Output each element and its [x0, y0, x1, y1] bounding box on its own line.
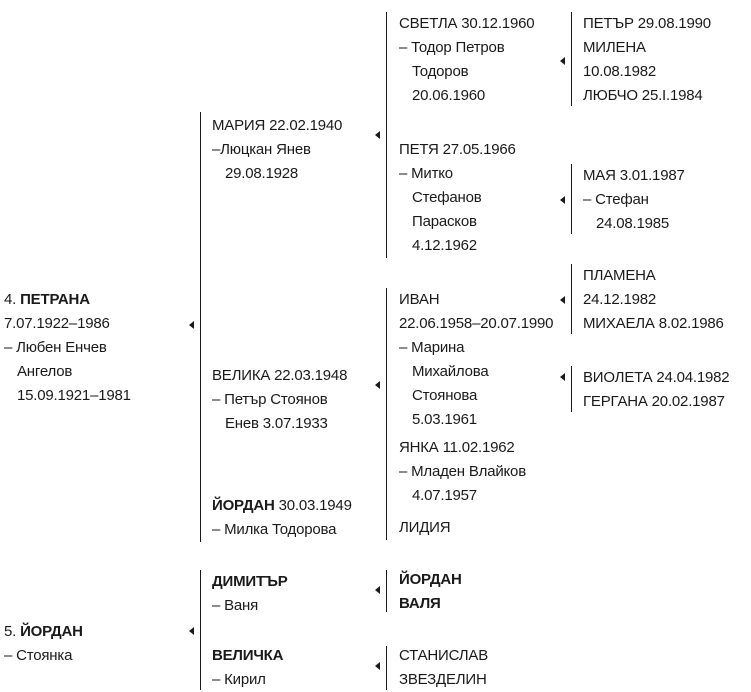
person-dates: 7.07.1922–1986: [4, 315, 110, 332]
bracket-line: [386, 646, 387, 690]
spouse-name: – Стоянка: [4, 647, 73, 664]
spouse-dates: 4.12.1962: [412, 237, 477, 254]
child-name: ГЕРГАНА 20.02.1987: [583, 393, 725, 410]
person-name: СВЕТЛА 30.12.1960: [399, 15, 535, 32]
person-yanka: [399, 436, 526, 508]
spouse-name: – Марина: [399, 339, 465, 356]
person-velichka: [212, 644, 283, 692]
bracket-line: [386, 12, 387, 258]
person-yordan-child: [212, 494, 352, 542]
bracket-marker: [560, 196, 565, 204]
person-petrana: [4, 288, 131, 408]
person-lidia: [399, 516, 450, 540]
spouse-name: – Кирил: [212, 671, 266, 688]
person-dates: 30.03.1949: [278, 497, 352, 514]
spouse-surname: Ангелов: [17, 363, 73, 380]
child-spouse: – Стефан: [583, 191, 649, 208]
children-svetla: [583, 12, 711, 108]
person-name: ЛИДИЯ: [399, 519, 451, 536]
spouse-surname: Тодоров: [412, 63, 469, 80]
bracket-line: [386, 288, 387, 540]
bracket-line: [571, 366, 572, 412]
spouse-name-line2: Михайлова: [412, 363, 489, 380]
bracket-marker: [375, 662, 380, 670]
person-name: ЯНКА 11.02.1962: [399, 439, 515, 456]
spouse-name-line2: Стефанов: [412, 189, 482, 206]
child-name: ВИОЛЕТА 24.04.1982: [583, 369, 730, 386]
spouse-name: – Петър Стоянов: [212, 391, 328, 408]
bracket-line: [571, 264, 572, 334]
spouse-dates: 15.09.1921–1981: [17, 387, 131, 404]
spouse-dates: Енев 3.07.1933: [225, 415, 328, 432]
person-name: ДИМИТЪР: [212, 573, 288, 590]
spouse-dates: 4.07.1957: [412, 487, 477, 504]
person-name: ПЕТРАНА: [20, 291, 90, 308]
spouse-dates: 29.08.1928: [225, 165, 299, 182]
child-name: ЗВЕЗДЕЛИН: [399, 671, 487, 688]
person-number: 5.: [4, 623, 17, 640]
spouse-name-line3: Стоянова: [412, 387, 478, 404]
bracket-marker: [560, 296, 565, 304]
child-dates: 24.12.1982: [583, 291, 657, 308]
spouse-name: – Тодор Петров: [399, 39, 505, 56]
bracket-marker: [375, 131, 380, 139]
bracket-marker: [375, 586, 380, 594]
person-name: ЙОРДАН: [212, 497, 275, 514]
bracket-line: [571, 12, 572, 106]
bracket-line: [386, 570, 387, 612]
spouse-name-line3: Парасков: [412, 213, 477, 230]
spouse-name: – Милка Тодорова: [212, 521, 337, 538]
children-velichka: [399, 644, 488, 692]
spouse-name: – Любен Енчев: [4, 339, 107, 356]
bracket-marker: [189, 321, 194, 329]
child-name: ВАЛЯ: [399, 595, 441, 612]
bracket-marker: [560, 373, 565, 381]
bracket-line: [200, 112, 201, 542]
children-ivan-a: [583, 264, 724, 336]
child-name: СТАНИСЛАВ: [399, 647, 489, 664]
person-name: ЙОРДАН: [20, 623, 83, 640]
spouse-name: –Люцкан Янев: [212, 141, 311, 158]
children-ivan-b: [583, 366, 729, 414]
person-yordan: [4, 620, 83, 668]
spouse-name: – Митко: [399, 165, 453, 182]
bracket-marker: [375, 381, 380, 389]
child-name: ЛЮБЧО 25.I.1984: [583, 87, 703, 104]
person-number: 4.: [4, 291, 17, 308]
child-name: ЙОРДАН: [399, 571, 462, 588]
child-name: ПЛАМЕНА: [583, 267, 656, 284]
children-petya: [583, 164, 685, 236]
person-name: ВЕЛИЧКА: [212, 647, 284, 664]
person-name: МАРИЯ 22.02.1940: [212, 117, 343, 134]
child-spouse-dates: 24.08.1985: [596, 215, 670, 232]
child-name: МИЛЕНА: [583, 39, 646, 56]
child-name: ПЕТЪР 29.08.1990: [583, 15, 711, 32]
person-petya: [399, 138, 516, 258]
person-ivan: [399, 288, 553, 432]
person-maria: [212, 114, 342, 186]
bracket-line: [571, 164, 572, 234]
spouse-name: – Младен Влайков: [399, 463, 526, 480]
person-name: ИВАН: [399, 291, 440, 308]
person-name: ВЕЛИКА 22.03.1948: [212, 367, 348, 384]
person-dimitar: [212, 570, 288, 618]
spouse-name: – Ваня: [212, 597, 259, 614]
children-dimitar: [399, 568, 462, 616]
person-svetla: [399, 12, 534, 108]
spouse-dates: 5.03.1961: [412, 411, 477, 428]
person-name: ПЕТЯ 27.05.1966: [399, 141, 516, 158]
person-velika: [212, 364, 347, 436]
child-name: МАЯ 3.01.1987: [583, 167, 685, 184]
spouse-dates: 20.06.1960: [412, 87, 486, 104]
child-name: МИХАЕЛА 8.02.1986: [583, 315, 724, 332]
bracket-line: [200, 570, 201, 690]
child-dates: 10.08.1982: [583, 63, 657, 80]
person-dates: 22.06.1958–20.07.1990: [399, 315, 554, 332]
bracket-marker: [189, 627, 194, 635]
bracket-marker: [560, 57, 565, 65]
